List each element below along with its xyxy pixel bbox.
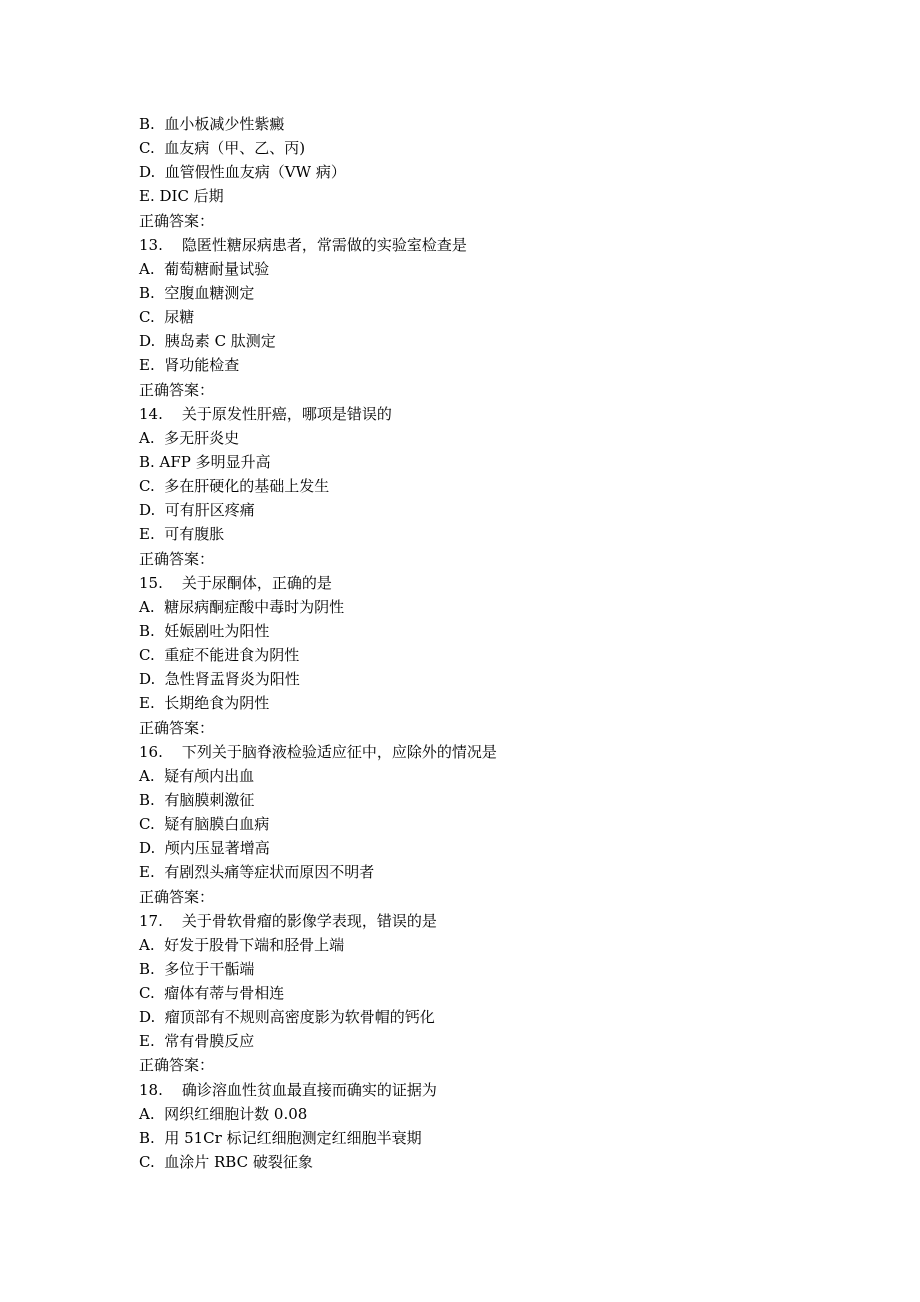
- answer-line: 正确答案：: [139, 718, 215, 737]
- option-line: E. 常有骨膜反应: [139, 1032, 255, 1051]
- option-line: A. 糖尿病酮症酸中毒时为阴性: [139, 597, 345, 616]
- option-line: C. 尿糖: [139, 308, 195, 327]
- option-line: D. 急性肾盂肾炎为阳性: [139, 670, 300, 689]
- option-line: A. 网织红细胞计数 0.08: [139, 1104, 308, 1123]
- option-line: B. 空腹血糖测定: [139, 283, 255, 302]
- answer-line: 正确答案：: [139, 380, 215, 399]
- option-line: E. 长期绝食为阴性: [139, 694, 270, 713]
- option-line: D. 血管假性血友病（VW 病）: [139, 163, 346, 182]
- option-line: D. 颅内压显著增高: [139, 839, 270, 858]
- option-line: E. 可有腹胀: [139, 525, 225, 544]
- option-line: B. 血小板减少性紫癜: [139, 115, 285, 133]
- option-line: A. 多无肝炎史: [139, 428, 240, 447]
- option-line: C. 疑有脑膜白血病: [139, 815, 270, 834]
- option-line: A. 好发于股骨下端和胫骨上端: [139, 935, 345, 954]
- answer-line: 正确答案：: [139, 887, 215, 906]
- question-line: 13. 隐匿性糖尿病患者，常需做的实验室检查是: [139, 235, 467, 254]
- option-line: B. 多位于干骺端: [139, 959, 255, 978]
- option-line: C. 重症不能进食为阴性: [139, 646, 300, 665]
- option-line: D. 可有肝区疼痛: [139, 501, 255, 520]
- option-line: E. DIC 后期: [139, 187, 224, 206]
- option-line: A. 葡萄糖耐量试验: [139, 259, 270, 278]
- option-line: E. 肾功能检查: [139, 356, 240, 375]
- answer-line: 正确答案：: [139, 1056, 215, 1075]
- option-line: B. AFP 多明显升高: [139, 452, 271, 471]
- option-line: E. 有剧烈头痛等症状而原因不明者: [139, 863, 375, 882]
- question-line: 17. 关于骨软骨瘤的影像学表现，错误的是: [139, 911, 437, 930]
- question-line: 16. 下列关于脑脊液检验适应征中，应除外的情况是: [139, 742, 497, 761]
- question-line: 14. 关于原发性肝癌，哪项是错误的: [139, 404, 392, 423]
- option-line: C. 多在肝硬化的基础上发生: [139, 477, 330, 496]
- option-line: D. 胰岛素 C 肽测定: [139, 332, 276, 351]
- option-line: B. 用 51Cr 标记红细胞测定红细胞半衰期: [139, 1128, 422, 1147]
- option-line: D. 瘤顶部有不规则高密度影为软骨帽的钙化: [139, 1008, 435, 1027]
- answer-line: 正确答案：: [139, 549, 215, 568]
- answer-line: 正确答案：: [139, 211, 215, 230]
- option-line: B. 有脑膜刺激征: [139, 790, 255, 809]
- question-text-block: [139, 112, 839, 1174]
- option-line: C. 血友病（甲、乙、丙): [139, 139, 306, 158]
- option-line: A. 疑有颅内出血: [139, 766, 255, 785]
- option-line: C. 瘤体有蒂与骨相连: [139, 984, 285, 1003]
- option-line: B. 妊娠剧吐为阳性: [139, 621, 270, 640]
- question-line: 18. 确诊溶血性贫血最直接而确实的证据为: [139, 1080, 437, 1099]
- option-line: C. 血涂片 RBC 破裂征象: [139, 1153, 313, 1172]
- question-line: 15. 关于尿酮体，正确的是: [139, 573, 332, 592]
